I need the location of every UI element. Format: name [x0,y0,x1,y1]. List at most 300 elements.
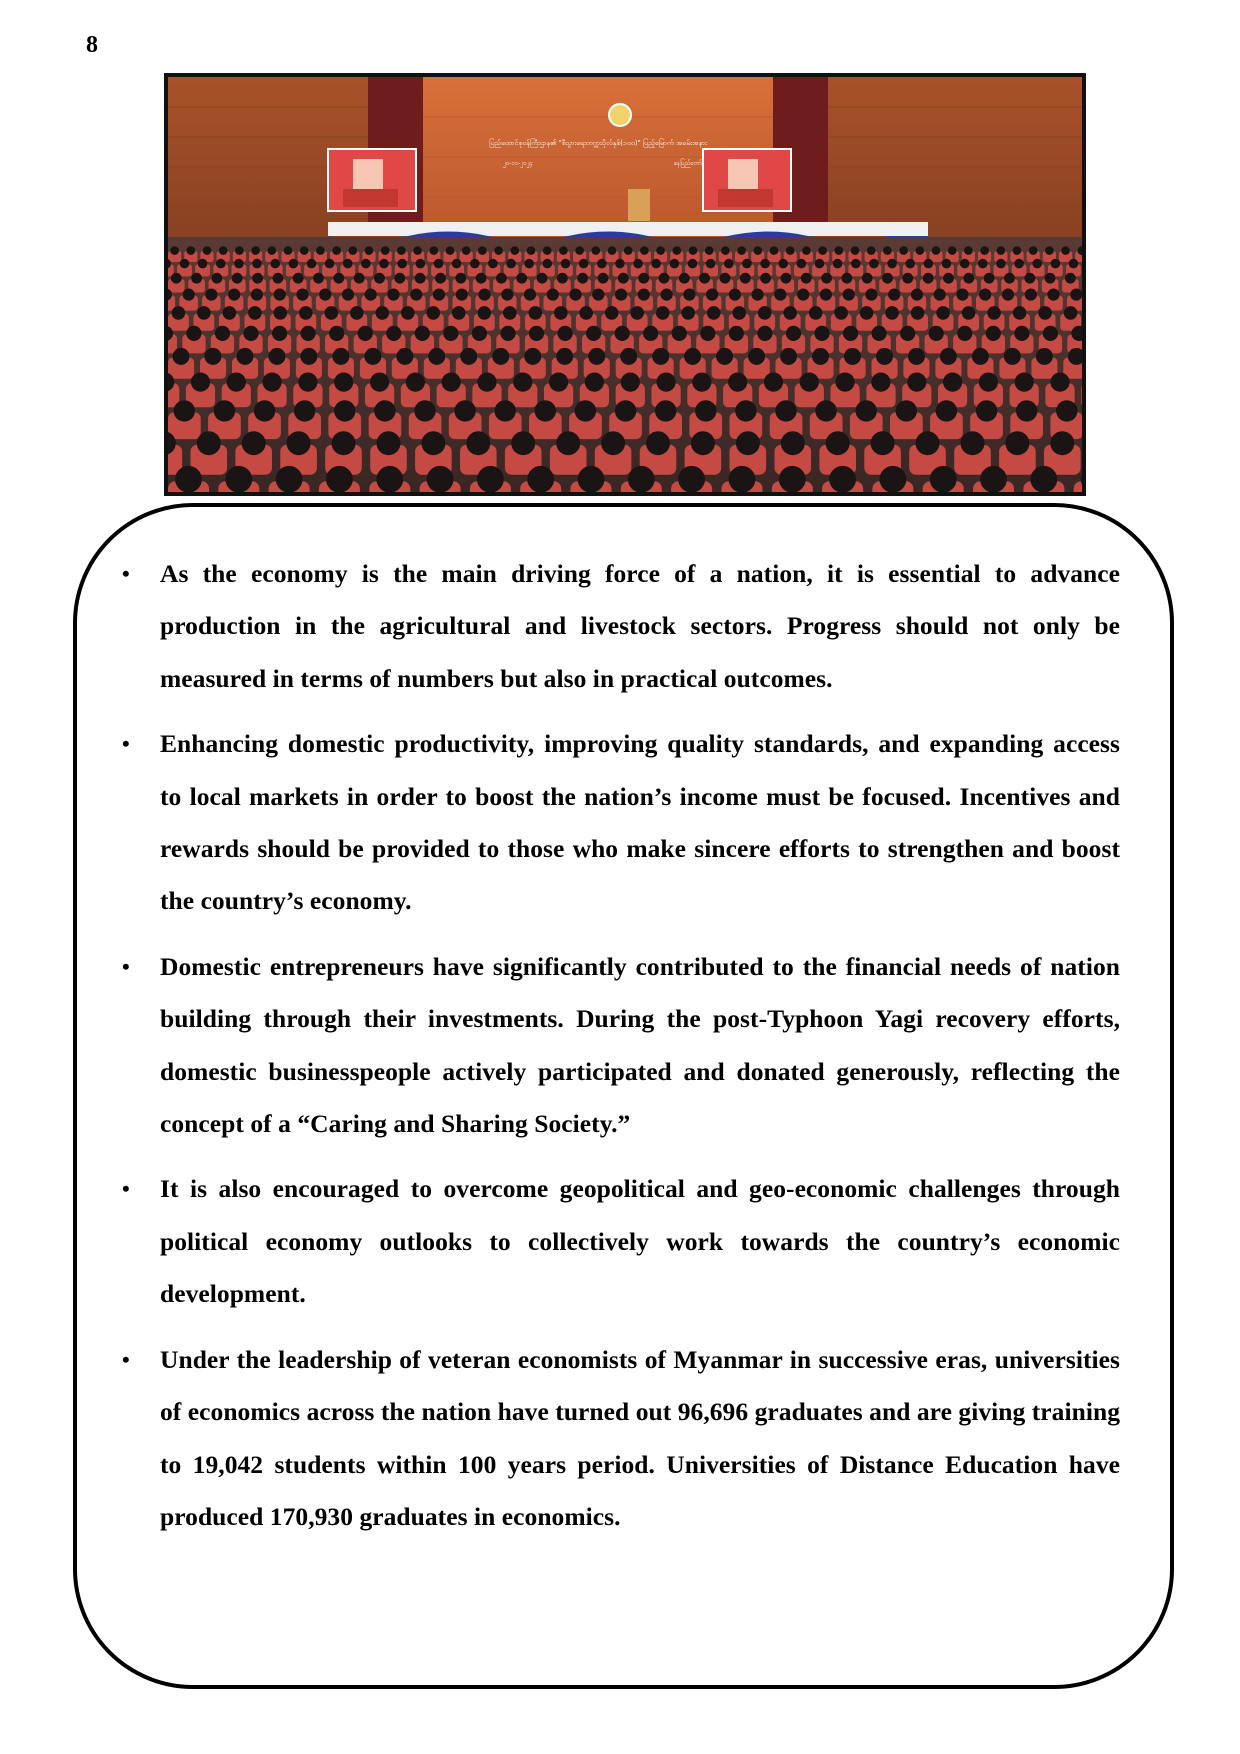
audience-head [527,246,536,255]
audience-head [748,348,765,365]
audience-head [707,306,721,320]
audience-head [496,273,507,284]
audience-head [1036,348,1053,365]
audience-head [757,326,772,341]
audience-head [503,306,517,320]
audience-head [780,348,797,365]
audience-head [652,348,669,365]
audience-head [376,466,403,492]
audience-head [300,246,309,255]
audience-head [835,246,844,255]
audience-head [656,246,665,255]
audience-head [598,273,609,284]
audience-head [243,326,258,341]
audience-head [896,400,917,421]
audience-head [661,289,673,301]
audience-head [774,289,786,301]
audience-head [615,400,636,421]
audience-head [300,348,317,365]
audience-head [809,306,823,320]
audience-head [273,273,284,284]
audience-head [656,306,670,320]
audience-head [670,259,680,269]
audience-head [365,246,374,255]
bullet-dot-icon: • [122,1346,130,1372]
audience-head [1065,273,1076,284]
audience-head [883,246,892,255]
audience-head [456,289,468,301]
audience-head [930,466,957,492]
audience-head [397,259,407,269]
audience-head [1043,326,1058,341]
audience-head [466,431,490,455]
audience-head [597,259,607,269]
audience-head [683,289,695,301]
audience-head [871,373,890,392]
audience-head [943,273,954,284]
audience-head [585,373,604,392]
emblem-icon [609,104,631,126]
audience-head [786,246,795,255]
audience-head [640,246,649,255]
audience-head [478,289,490,301]
audience-head [851,246,860,255]
audience-head [171,273,182,284]
audience-head [812,348,829,365]
audience-head [527,466,554,492]
audience-head [435,273,446,284]
audience-head [172,306,186,320]
audience-head [888,289,900,301]
audience-head [779,466,806,492]
audience-head [535,400,556,421]
audience-head [434,259,444,269]
audience-head [394,273,405,284]
audience-head [764,373,783,392]
audience-head [455,273,466,284]
audience-head [414,400,435,421]
audience-head [299,306,313,320]
bullet-item [120,1334,1120,1544]
audience-head [783,306,797,320]
audience-head [248,306,262,320]
audience-head [462,246,471,255]
audience-head [561,259,571,269]
audience-head [374,400,395,421]
audience-head [1030,466,1057,492]
audience-head [415,273,426,284]
right-screen [703,149,791,211]
audience-head [775,400,796,421]
audience-head [724,259,734,269]
stage-sign-main: ပြည်ထောင်စုဝန်ကြီးဌာန၏ "စီးပွားရေးတက္ကသိုလ်နှစ်(၁၀၀)" ပြည့်မြောက် အခမ်းအနား [489,139,707,147]
audience-head [760,273,771,284]
audience-head [820,289,832,301]
audience-head [736,431,760,455]
audience-head [575,246,584,255]
audience-head [592,246,601,255]
audience-head [628,466,655,492]
audience-head [570,289,582,301]
audience-head [655,400,676,421]
audience-head [692,373,711,392]
audience-head [963,273,974,284]
audience-head [361,259,371,269]
audience-head [932,246,941,255]
audience-head [416,259,426,269]
audience-head [234,259,244,269]
audience-head [313,273,324,284]
audience-head [957,326,972,341]
audience-head [976,400,997,421]
audience-head [228,289,240,301]
audience-head [716,348,733,365]
audience-head [268,246,277,255]
audience-head [679,273,690,284]
audience-head [235,246,244,255]
audience-head [732,306,746,320]
audience-head [801,273,812,284]
audience-head [1029,246,1038,255]
audience-head [961,431,985,455]
audience-head [836,373,855,392]
audience-head [186,326,201,341]
audience-head [342,289,354,301]
audience-head [174,400,195,421]
audience-head [1004,348,1021,365]
audience-head [500,326,515,341]
audience-head [800,373,819,392]
audience-head [942,259,952,269]
audience-head [446,246,455,255]
audience-head [601,431,625,455]
audience-head [293,273,304,284]
audience-head [379,259,389,269]
audience-head [586,326,601,341]
bullet-text: Domestic entrepreneurs have significantly contributed to the financial needs of nation building through their investments. During the post-Typhoon Yagi recovery efforts, domestic businesspeople actively participated and donated generously, reflecting the concept of a “Caring and Sharing Society.” [160,951,1120,1139]
audience-head [940,348,957,365]
audience-head [454,400,475,421]
audience-head [170,246,179,255]
audience-head [511,246,520,255]
audience-head [843,289,855,301]
audience-head [232,273,243,284]
audience-head [428,348,445,365]
audience-head [876,348,893,365]
audience-head [867,246,876,255]
audience-head [413,246,422,255]
audience-head [834,306,848,320]
audience-head [492,348,509,365]
audience-head [872,326,887,341]
audience-head [956,289,968,301]
audience-head [225,466,252,492]
audience-head [860,306,874,320]
audience-head [960,259,970,269]
audience-head [673,246,682,255]
audience-head [781,431,805,455]
audience-head [735,400,756,421]
audience-head [638,289,650,301]
audience-head [943,373,962,392]
audience-head [316,246,325,255]
audience-head [615,289,627,301]
audience-head [752,289,764,301]
audience-head [175,466,202,492]
audience-head [643,326,658,341]
audience-head [476,273,487,284]
audience-head [786,326,801,341]
bullet-text: Enhancing domestic productivity, improving quality standards, and expanding access to local markets in order to boost the nation’s income must be focused. Incentives and rewards should be provided to those who make sincere efforts to strengthen and boost the country’s economy. [160,729,1120,916]
audience-head [980,246,989,255]
audience-head [1047,289,1059,301]
audience-head [529,306,543,320]
audience-head [1013,246,1022,255]
audience-head [191,373,210,392]
audience-head [638,273,649,284]
audience-head [706,289,718,301]
audience-head [1045,246,1054,255]
audience-head [319,289,331,301]
bullet-dot-icon: • [122,1176,130,1202]
audience-head [844,348,861,365]
audience-head [215,326,230,341]
audience-head [460,348,477,365]
audience-head [173,348,190,365]
audience-head [856,400,877,421]
bullet-item [120,941,1120,1151]
audience-head [689,246,698,255]
audience-head [1016,400,1037,421]
audience-head [577,273,588,284]
audience-head [254,400,275,421]
stage-sign-place: နေပြည်တော် [673,160,703,167]
audience-head [252,273,263,284]
audience-head [187,246,196,255]
audience-head [695,400,716,421]
audience-head [442,373,461,392]
audience-head [1015,373,1034,392]
audience-head [778,259,788,269]
audience-head [350,306,364,320]
audience-head [415,326,430,341]
audience-head [1038,306,1052,320]
audience-head [984,273,995,284]
audience-head [301,326,316,341]
audience-head [728,373,747,392]
audience-head [997,246,1006,255]
audience-head [624,246,633,255]
podium [628,189,650,221]
bullet-dot-icon: • [122,561,130,586]
audience-head [284,246,293,255]
audience-head [699,273,710,284]
audience-head [478,246,487,255]
audience-head [1056,400,1077,421]
audience-head [549,373,568,392]
audience-head [296,289,308,301]
audience-head [729,466,756,492]
audience-head [180,259,190,269]
audience-head [251,289,263,301]
audience-head [197,306,211,320]
page-number: 8 [86,32,98,58]
audience-head [511,431,535,455]
audience-head [406,373,425,392]
audience-head [802,246,811,255]
audience-head [214,400,235,421]
left-screen [328,149,416,211]
audience-head [524,289,536,301]
audience-head [294,400,315,421]
audience-head [370,373,389,392]
audience-head [1050,373,1069,392]
audience-head [588,348,605,365]
audience-head [1050,431,1074,455]
audience-head [401,306,415,320]
audience-head [343,259,353,269]
auditorium-illustration [168,77,1082,492]
bullet-dot-icon: • [122,953,130,979]
bullet-text: It is also encouraged to overcome geopolitical and geo-economic challenges through political economy outlooks to collectively work towards the country’s economic development. [160,1174,1120,1309]
audience-head [349,246,358,255]
audience-head [556,431,580,455]
audience-head [911,289,923,301]
audience-head [781,273,792,284]
audience-head [729,289,741,301]
audience-head [972,348,989,365]
audience-head [936,306,950,320]
audience-head [365,289,377,301]
audience-head [608,246,617,255]
audience-head [821,273,832,284]
audience-head [1045,273,1056,284]
audience-head [376,306,390,320]
audience-head [605,306,619,320]
audience-head [223,306,237,320]
audience-head [672,326,687,341]
audience-head [1064,306,1078,320]
audience-head [797,289,809,301]
audience-head [923,273,934,284]
audience-head [615,326,630,341]
audience-head [1013,306,1027,320]
audience-head [252,259,262,269]
audience-head [272,326,287,341]
audience-head [557,273,568,284]
auditorium-photo [164,73,1086,496]
bullet-text: Under the leadership of veteran economists of Myanmar in successive eras, universities of economics across the nation have turned out 96,696 graduates and are giving training to 19,042 students within 100 years period. Universities of Distance Education have produced 170,930 graduates in economics. [160,1344,1120,1531]
audience-head [332,246,341,255]
audience-head [887,259,897,269]
bullet-text: As the economy is the main driving force of a nation, it is essential to advance production in the agricultural and livestock sectors. Progress should not only be measured in terms of numbers but also in practical outcomes. [160,559,1120,693]
audience-head [307,259,317,269]
audience-head [516,273,527,284]
audience-head [470,259,480,269]
audience-head [478,306,492,320]
audience-head [427,466,454,492]
audience-head [621,373,640,392]
audience-head [443,326,458,341]
audience-head [740,273,751,284]
audience-head [227,373,246,392]
audience-head [333,273,344,284]
audience-head [578,466,605,492]
audience-head [760,259,770,269]
audience-head [219,246,228,255]
audience-head [198,259,208,269]
audience-head [205,289,217,301]
audience-head [1005,431,1029,455]
audience-head [1002,289,1014,301]
audience-head [495,400,516,421]
audience-head [659,273,670,284]
audience-head [902,273,913,284]
bullet-item [120,718,1120,928]
audience-head [364,348,381,365]
audience-head [270,259,280,269]
audience-head [862,273,873,284]
audience-head [720,273,731,284]
audience-head [681,306,695,320]
audience-head [513,373,532,392]
audience-head [537,273,548,284]
audience-head [430,246,439,255]
audience-head [1069,259,1079,269]
audience-head [797,259,807,269]
audience-head [1014,259,1024,269]
audience-head [579,306,593,320]
audience-head [216,259,226,269]
audience-head [818,246,827,255]
audience-head [865,289,877,301]
audience-head [688,259,698,269]
audience-head [1024,273,1035,284]
audience-head [934,289,946,301]
audience-head [882,273,893,284]
audience-head [488,259,498,269]
audience-head [843,326,858,341]
audience-head [814,326,829,341]
audience-head [620,348,637,365]
audience-head [929,326,944,341]
audience-head [575,400,596,421]
audience-head [197,431,221,455]
audience-head [885,306,899,320]
audience-head [987,306,1001,320]
audience-head [646,431,670,455]
bullet-list [120,548,1120,1556]
audience-head [900,326,915,341]
audience-head [263,373,282,392]
audience-head [1032,259,1042,269]
audience-head [358,326,373,341]
audience-head [421,431,445,455]
audience-head [899,246,908,255]
audience-head [980,466,1007,492]
audience-head [396,348,413,365]
audience-head [387,289,399,301]
audience-head [742,259,752,269]
audience-head [524,348,541,365]
audience-head [332,348,349,365]
audience-head [334,400,355,421]
audience-head [472,326,487,341]
audience-head [524,259,534,269]
audience-head [506,259,516,269]
audience-head [880,466,907,492]
audience-head [494,246,503,255]
